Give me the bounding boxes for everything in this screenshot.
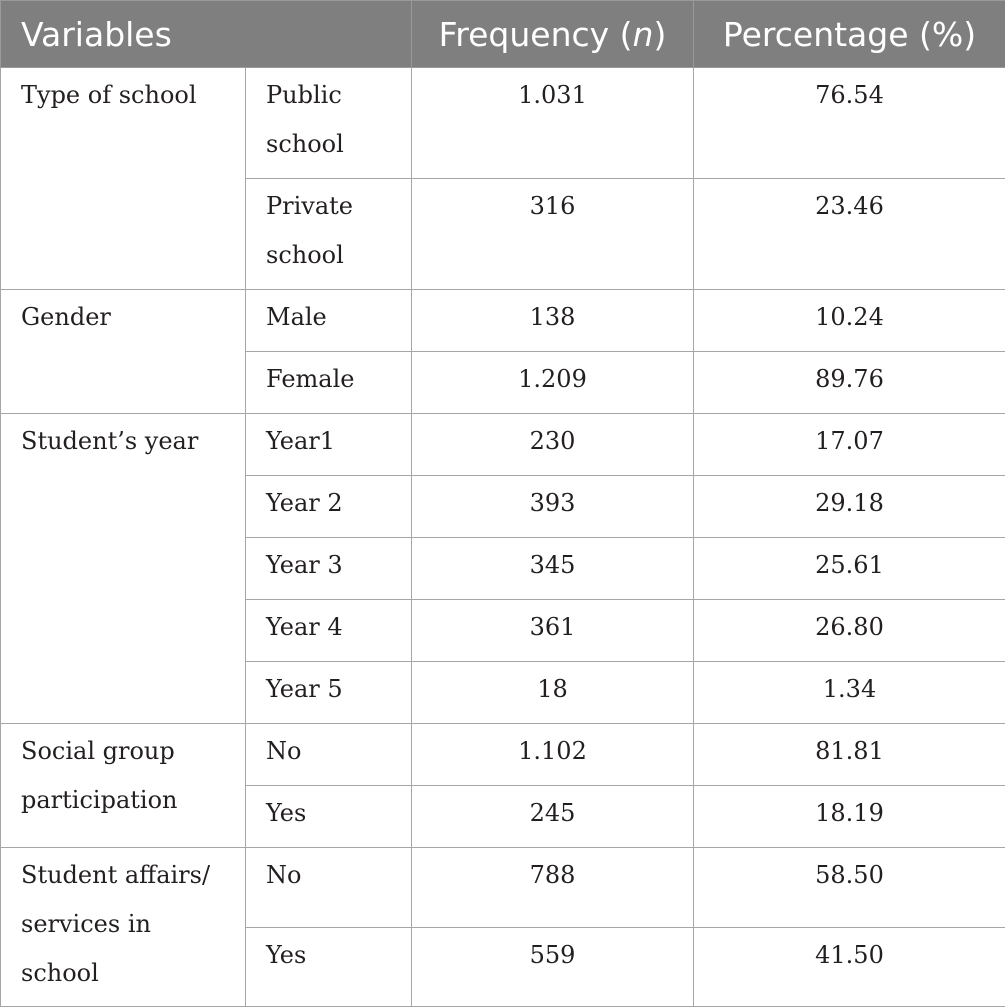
category-cell: Year 3 bbox=[246, 538, 412, 600]
frequency-cell: 1.209 bbox=[412, 352, 694, 414]
frequency-cell: 245 bbox=[412, 786, 694, 848]
table-row bbox=[1, 414, 1005, 476]
category-cell: No bbox=[246, 724, 412, 786]
percentage-cell: 10.24 bbox=[694, 290, 1005, 352]
category-cell: Yes bbox=[246, 786, 412, 848]
frequency-cell: 345 bbox=[412, 538, 694, 600]
variable-cell-type-of-school: Type of school bbox=[1, 68, 246, 290]
frequency-cell: 18 bbox=[412, 662, 694, 724]
table-row bbox=[1, 290, 1005, 352]
percentage-cell: 26.80 bbox=[694, 600, 1005, 662]
category-cell: Male bbox=[246, 290, 412, 352]
header-frequency-suffix: ) bbox=[653, 15, 666, 54]
percentage-cell: 41.50 bbox=[694, 927, 1005, 1007]
header-percentage: Percentage (%) bbox=[694, 1, 1005, 68]
category-cell: Year 2 bbox=[246, 476, 412, 538]
variable-cell-student-affairs: Student affairs/ services in school bbox=[1, 848, 246, 1007]
frequency-cell: 1.102 bbox=[412, 724, 694, 786]
category-cell: Yes bbox=[246, 927, 412, 1007]
category-cell: Year 5 bbox=[246, 662, 412, 724]
frequency-cell: 393 bbox=[412, 476, 694, 538]
variable-cell-gender: Gender bbox=[1, 290, 246, 414]
category-cell: Year 4 bbox=[246, 600, 412, 662]
category-cell: Private school bbox=[246, 179, 412, 290]
frequency-cell: 1.031 bbox=[412, 68, 694, 179]
category-cell: Public school bbox=[246, 68, 412, 179]
header-row bbox=[1, 1, 1005, 68]
category-cell: Female bbox=[246, 352, 412, 414]
percentage-cell: 58.50 bbox=[694, 848, 1005, 928]
percentage-cell: 29.18 bbox=[694, 476, 1005, 538]
variable-cell-social-group: Social group participation bbox=[1, 724, 246, 848]
frequency-cell: 316 bbox=[412, 179, 694, 290]
percentage-cell: 25.61 bbox=[694, 538, 1005, 600]
variable-cell-students-year: Student’s year bbox=[1, 414, 246, 724]
percentage-cell: 76.54 bbox=[694, 68, 1005, 179]
percentage-cell: 23.46 bbox=[694, 179, 1005, 290]
table-row bbox=[1, 848, 1005, 928]
frequency-cell: 788 bbox=[412, 848, 694, 928]
percentage-cell: 18.19 bbox=[694, 786, 1005, 848]
percentage-cell: 1.34 bbox=[694, 662, 1005, 724]
header-frequency-n: n bbox=[633, 15, 654, 54]
header-frequency-prefix: Frequency ( bbox=[439, 15, 633, 54]
header-variables: Variables bbox=[1, 1, 412, 68]
table-row bbox=[1, 724, 1005, 786]
frequency-cell: 138 bbox=[412, 290, 694, 352]
header-frequency bbox=[412, 1, 694, 68]
percentage-cell: 81.81 bbox=[694, 724, 1005, 786]
category-cell: No bbox=[246, 848, 412, 928]
frequency-cell: 559 bbox=[412, 927, 694, 1007]
percentage-cell: 89.76 bbox=[694, 352, 1005, 414]
category-cell: Year1 bbox=[246, 414, 412, 476]
frequency-cell: 230 bbox=[412, 414, 694, 476]
table-row bbox=[1, 68, 1005, 179]
frequency-cell: 361 bbox=[412, 600, 694, 662]
percentage-cell: 17.07 bbox=[694, 414, 1005, 476]
